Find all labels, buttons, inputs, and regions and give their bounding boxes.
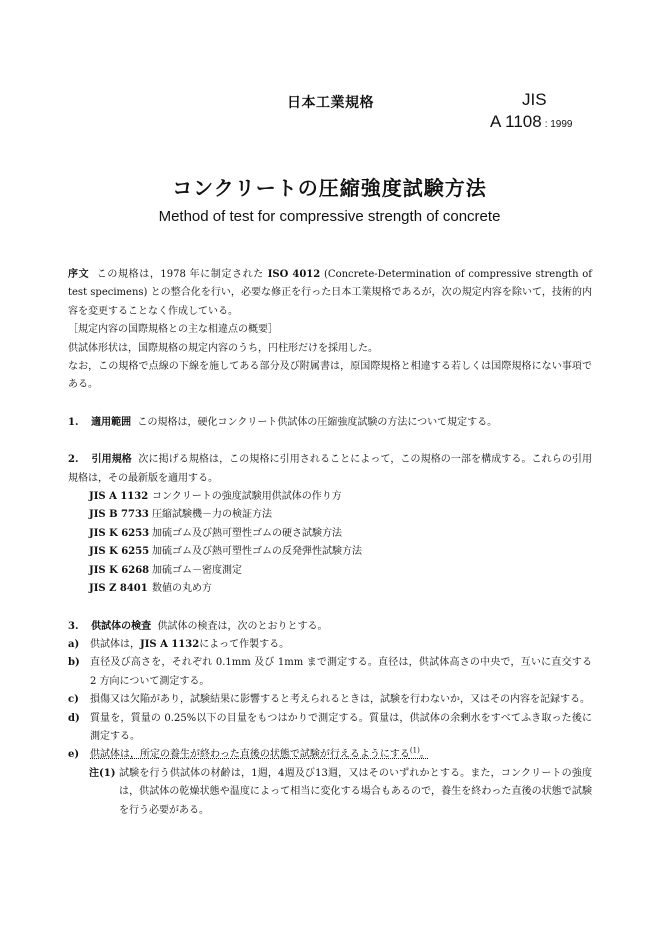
reference-title: コンクリートの強度試験用供試体の作り方 bbox=[152, 491, 342, 503]
title-english: Method of test for compressive strength of concrete bbox=[158, 208, 501, 225]
item-text-post: によって作製する。 bbox=[199, 638, 290, 650]
title-japanese: コンクリートの圧縮強度試験方法 bbox=[172, 176, 487, 200]
jis-label: JIS bbox=[522, 90, 547, 109]
item-text-tail: 。 bbox=[419, 749, 430, 761]
preface-paragraph bbox=[68, 266, 592, 321]
item-text-pre: 供試体は， bbox=[90, 638, 140, 650]
reference-item bbox=[68, 543, 592, 561]
list-item-e bbox=[68, 746, 592, 764]
reference-code: JIS K 6268 bbox=[89, 564, 150, 576]
item-label: c) bbox=[68, 694, 79, 706]
section-1-heading: 適用範囲 bbox=[91, 416, 132, 428]
reference-code: JIS A 1132 bbox=[89, 491, 149, 503]
preface-note: なお，この規格で点線の下線を施してある部分及び附属書は，原国際規格と相違する若しくは国際規格にない事項である。 bbox=[68, 361, 592, 391]
section-3-heading: 供試体の検査 bbox=[91, 620, 152, 632]
section-1 bbox=[68, 414, 592, 432]
item-text-main: 供試体は，所定の養生が終わった直後の状態で試験が行えるようにする bbox=[90, 749, 410, 761]
item-text: 損傷又は欠陥があり，試験結果に影響すると考えられるときは，試験を行わないか，又はその内容を記録する。 bbox=[90, 694, 590, 706]
item-text: 質量を，質量の 0.25%以下の目量をもつはかりで測定する。質量は，供試体の余剰水をすべてふき取った後に測定する。 bbox=[90, 712, 592, 742]
section-2-number: 2. bbox=[68, 454, 79, 466]
item-text bbox=[90, 636, 592, 654]
list-item-b bbox=[68, 654, 592, 691]
standard-category: 日本工業規格 bbox=[287, 95, 374, 111]
reference-item bbox=[68, 562, 592, 580]
list-item-d bbox=[68, 710, 592, 747]
section-1-text: この規格は，硬化コンクリート供試体の圧縮強度試験の方法について規定する。 bbox=[137, 416, 498, 428]
reference-item bbox=[68, 525, 592, 543]
reference-item bbox=[68, 580, 592, 598]
section-2-heading: 引用規格 bbox=[91, 454, 132, 466]
reference-code: JIS K 6255 bbox=[89, 546, 150, 558]
preface-differences-heading: ［規定内容の国際規格との主な相違点の概要］ bbox=[68, 324, 278, 336]
list-item-a bbox=[68, 636, 592, 654]
section-3-text: 供試体の検査は，次のとおりとする。 bbox=[157, 620, 328, 632]
preface-iso: ISO 4012 bbox=[267, 269, 321, 280]
reference-title: 加硫ゴム及び熱可塑性ゴムの硬さ試験方法 bbox=[152, 527, 342, 539]
item-text bbox=[90, 746, 592, 764]
footnote-text: 試験を行う供試体の材齢は，1週，4週及び13週，又はそのいずれかとする。また，コンクリートの強度は，供試体の乾燥状態や温度によって相当に変化する場合もあるので，養生を終わった直後の状態で試験を行う必要がある。 bbox=[119, 767, 592, 816]
preface-text-1: この規格は，1978 年に制定された bbox=[96, 269, 264, 280]
standard-number bbox=[490, 112, 573, 132]
section-2 bbox=[68, 451, 592, 488]
section-2-text: 次に掲げる規格は，この規格に引用されることによって，この規格の一部を構成する。これらの引用規格は，その最新版を適用する。 bbox=[68, 454, 592, 484]
preface-text-2: (Concrete-Determination of compressive strength of test specimens) との整合化を行い，必要な修正を行った日本工業規格であるが，次の規定内容を除いて，技術的内容を変更することなく作成している。 bbox=[68, 269, 593, 317]
list-item-c bbox=[68, 691, 592, 709]
reference-code: JIS B 7733 bbox=[89, 509, 149, 521]
item-label: e) bbox=[68, 749, 80, 761]
footnote bbox=[68, 765, 592, 820]
reference-item bbox=[68, 506, 592, 524]
item-label: d) bbox=[68, 712, 80, 724]
item-label: a) bbox=[68, 638, 80, 650]
reference-code: JIS Z 8401 bbox=[89, 583, 148, 595]
reference-item bbox=[68, 488, 592, 506]
footnote-label: 注(1) bbox=[89, 767, 116, 779]
item-text: 直径及び高さを，それぞれ 0.1mm 及び 1mm まで測定する。直径は，供試体高さの中央で，互いに直交する 2 方向について測定する。 bbox=[90, 657, 592, 687]
footnote-marker: (1) bbox=[409, 747, 420, 756]
reference-title: 数値の丸め方 bbox=[152, 583, 212, 595]
reference-title: 圧縮試験機－力の検証方法 bbox=[152, 509, 272, 521]
document-body bbox=[68, 266, 592, 820]
section-3-number: 3. bbox=[68, 620, 79, 632]
reference-title: 加硫ゴム及び熱可塑性ゴムの反発弾性試験方法 bbox=[152, 546, 362, 558]
item-label: b) bbox=[68, 657, 80, 669]
preface-heading: 序文 bbox=[68, 269, 90, 280]
section-3 bbox=[68, 618, 592, 636]
standard-code: A 1108 bbox=[490, 112, 542, 131]
reference-title: 加硫ゴム－密度測定 bbox=[152, 564, 242, 576]
standard-year: : 1999 bbox=[544, 119, 573, 130]
item-text-ref: JIS A 1132 bbox=[140, 638, 200, 650]
preface-difference-1: 供試体形状は，国際規格の規定内容のうち，円柱形だけを採用した。 bbox=[68, 342, 378, 354]
section-1-number: 1. bbox=[68, 416, 79, 428]
reference-code: JIS K 6253 bbox=[89, 527, 150, 539]
